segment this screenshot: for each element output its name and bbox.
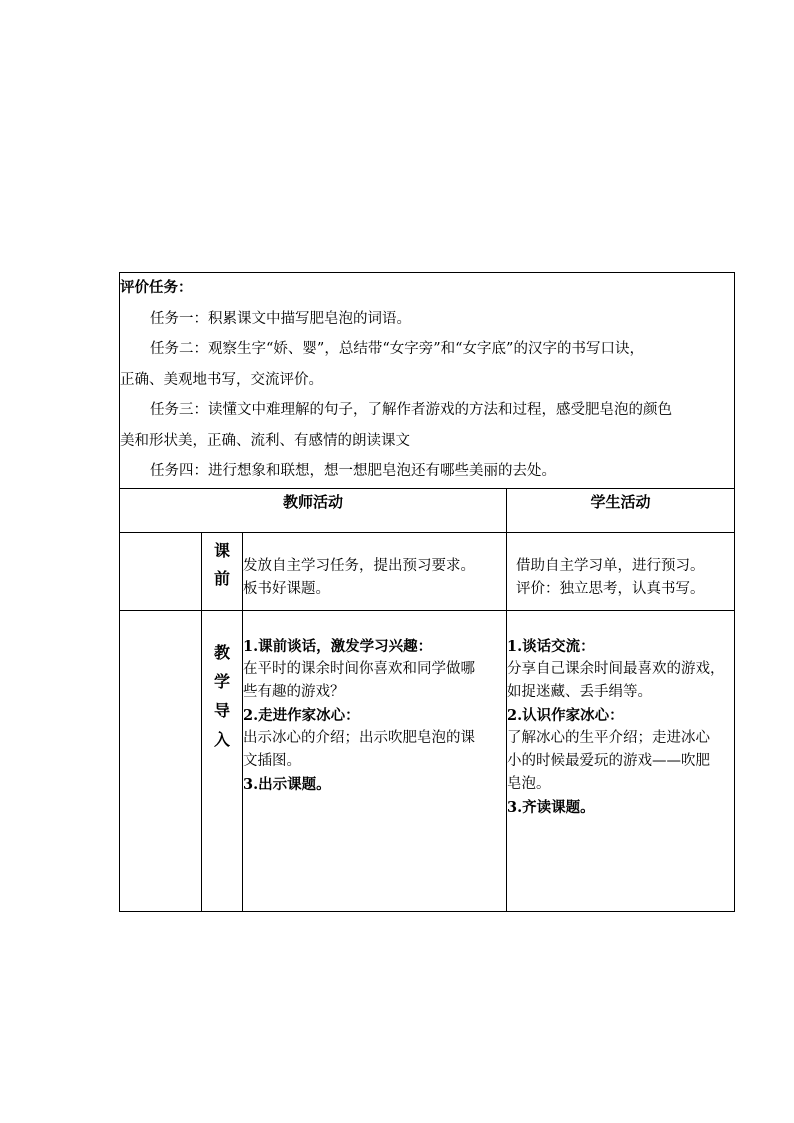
student-item-title: 1.谈话交流： — [507, 638, 595, 655]
blank-cell — [120, 533, 202, 611]
teacher-text-line: 些有趣的游戏？ — [243, 684, 345, 700]
teacher-text-line: 在平时的课余时间你喜欢和同学做哪 — [243, 661, 475, 677]
teacher-item-title: 3.出示课题。 — [243, 776, 331, 793]
evaluation-tasks-cell — [120, 273, 735, 489]
task-two: 任务二：观察生字“娇、婴”，总结带“女字旁”和“女字底”的汉字的书写口诀， — [150, 341, 644, 357]
stage-char: 教 — [213, 643, 230, 662]
teacher-activity-preclass — [243, 533, 507, 611]
teacher-item-title: 2.走进作家冰心： — [243, 707, 360, 724]
task-three-continued: 美和形状美，正确、流利、有感情的朗读课文 — [120, 432, 410, 449]
task-four: 任务四：进行想象和联想，想一想肥皂泡还有哪些美丽的去处。 — [150, 463, 556, 479]
student-activity-introduction — [507, 611, 735, 912]
teacher-activity-header: 教师活动 — [120, 489, 507, 533]
student-text-line: 如捉迷藏、丢手绢等。 — [507, 684, 652, 700]
stage-char: 课 — [213, 541, 230, 560]
stage-char: 学 — [213, 672, 230, 691]
table-row-introduction — [120, 611, 735, 912]
student-text-line: 分享自己课余时间最喜欢的游戏， — [507, 661, 725, 677]
student-text-line: 了解冰心的生平介绍；走进冰心 — [507, 730, 710, 746]
student-text-line: 小的时候最爱玩的游戏——吹肥 — [507, 753, 710, 769]
stage-label-preclass — [202, 533, 243, 611]
table-row-preclass — [120, 533, 735, 611]
teacher-text-line: 出示冰心的介绍；出示吹肥皂泡的课 — [243, 730, 475, 746]
stage-label-introduction — [202, 611, 243, 912]
evaluation-heading: 评价任务： — [120, 279, 193, 296]
task-one: 任务一：积累课文中描写肥皂泡的词语。 — [150, 310, 411, 327]
stage-char: 入 — [213, 730, 230, 749]
teacher-activity-introduction — [243, 611, 507, 912]
teacher-text-line: 板书好课题。 — [243, 581, 330, 597]
student-activity-preclass — [507, 533, 735, 611]
lesson-plan-table — [119, 272, 735, 912]
student-text-line: 皂泡。 — [507, 776, 551, 792]
student-item-title: 3.齐读课题。 — [507, 799, 595, 816]
task-two-continued: 正确、美观地书写，交流评价。 — [120, 371, 323, 388]
student-text-line: 借助自主学习单，进行预习。 — [516, 558, 705, 574]
lesson-plan-document — [119, 272, 734, 915]
blank-cell — [120, 611, 202, 912]
teacher-text-line: 发放自主学习任务，提出预习要求。 — [243, 558, 475, 574]
teacher-text-line: 文插图。 — [243, 753, 301, 769]
student-activity-header: 学生活动 — [507, 489, 735, 533]
teacher-item-title: 1.课前谈话，激发学习兴趣： — [243, 638, 433, 655]
task-three: 任务三：读懂文中难理解的句子，了解作者游戏的方法和过程，感受肥皂泡的颜色 — [150, 402, 672, 418]
stage-char: 导 — [213, 701, 230, 720]
stage-char: 前 — [213, 569, 230, 588]
student-item-title: 2.认识作家冰心： — [507, 707, 624, 724]
student-text-line: 评价：独立思考，认真书写。 — [516, 581, 705, 597]
